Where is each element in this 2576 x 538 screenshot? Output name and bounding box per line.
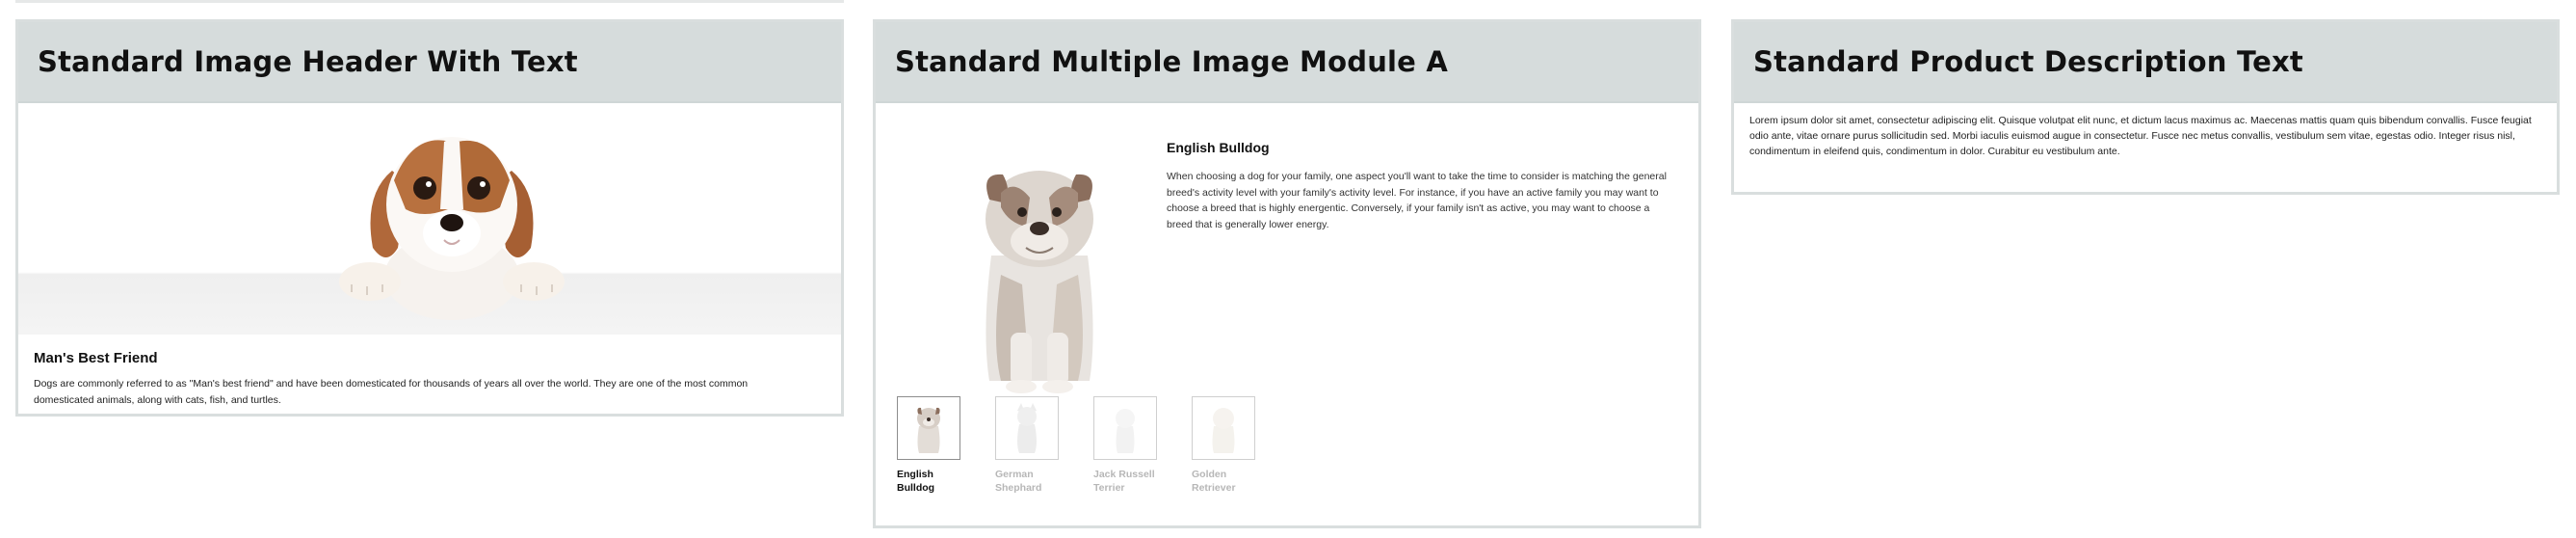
- image-header-module: [15, 19, 844, 417]
- caption-title: Man's Best Friend: [34, 350, 158, 366]
- hero-image: [18, 103, 841, 335]
- dog-thumbnail-icon: [1104, 401, 1146, 455]
- product-description-module: [1731, 19, 2560, 195]
- thumbnail-label: [1192, 468, 1257, 495]
- thumbnail-golden-retriever[interactable]: [1192, 396, 1257, 495]
- multiple-image-module: [873, 19, 1701, 528]
- thumbnail-label: [897, 468, 962, 495]
- thumbnail-image[interactable]: [1192, 396, 1255, 460]
- product-description-text: Lorem ipsum dolor sit amet, consectetur adipiscing elit. Quisque volutpat elit nunc, et dictum lacus maximus ac. Maecenas mattis quam quis bibendum convallis. Fusce feugiat odio ante, vitae ornare purus sollicitudin sed. Morbi iaculis euismod augue in consectetur. Fusce nec metus convallis, vestibulum sem vitae, egestas odio. Integer risus nisl, condimentum in eleifend quis, condimentum in dolor. Curabitur eu vestibulum ante.: [1749, 115, 2532, 157]
- thumbnail-list: [897, 396, 1257, 495]
- module-title: Standard Image Header With Text: [38, 45, 578, 78]
- bulldog-image: [933, 140, 1145, 400]
- module-header: [1734, 22, 2557, 103]
- dog-thumbnail-icon: [1006, 401, 1048, 455]
- bulldog-thumbnail-icon: [907, 401, 950, 455]
- selected-breed-title: English Bulldog: [1167, 140, 1270, 155]
- thumbnail-image[interactable]: [897, 396, 960, 460]
- thumbnail-label-line2: Shephard: [995, 482, 1042, 494]
- top-divider: [15, 0, 844, 3]
- thumbnail-label-line1: Golden: [1192, 469, 1227, 480]
- selected-breed-detail: [1167, 128, 1677, 232]
- thumbnail-label-line2: Bulldog: [897, 482, 935, 494]
- module-title: Standard Multiple Image Module A: [895, 45, 1448, 78]
- thumbnail-label-line1: Jack Russell: [1093, 469, 1155, 480]
- thumbnail-jack-russell-terrier[interactable]: [1093, 396, 1159, 495]
- thumbnail-label-line1: German: [995, 469, 1034, 480]
- thumbnail-label: [1093, 468, 1159, 495]
- thumbnail-label-line1: English: [897, 469, 933, 480]
- selected-breed-text: When choosing a dog for your family, one aspect you'll want to take the time to consider is matching the general breed's activity level with your family's activity level. For instance, if you have an active family you may want to choose a breed that is highly energentic. Conversely, if your family isn't as active, you may want to choose a breed that is generally lower energy.: [1167, 171, 1667, 230]
- module-title: Standard Product Description Text: [1753, 45, 2303, 78]
- thumbnail-label-line2: Terrier: [1093, 482, 1125, 494]
- caption: [18, 335, 841, 409]
- thumbnail-english-bulldog[interactable]: [897, 396, 962, 495]
- thumbnail-image[interactable]: [995, 396, 1059, 460]
- thumbnail-label: [995, 468, 1061, 495]
- module-header: [876, 22, 1698, 103]
- dog-thumbnail-icon: [1202, 401, 1245, 455]
- thumbnail-image[interactable]: [1093, 396, 1157, 460]
- thumbnail-label-line2: Retriever: [1192, 482, 1236, 494]
- caption-text: Dogs are commonly referred to as "Man's best friend" and have been domesticated for thousands of years all over the world. They are one of the most common domesticated animals, along with cats, fish, and turtles.: [34, 378, 749, 406]
- module-header: [18, 22, 841, 103]
- thumbnail-german-shephard[interactable]: [995, 396, 1061, 495]
- puppy-image: [278, 103, 625, 335]
